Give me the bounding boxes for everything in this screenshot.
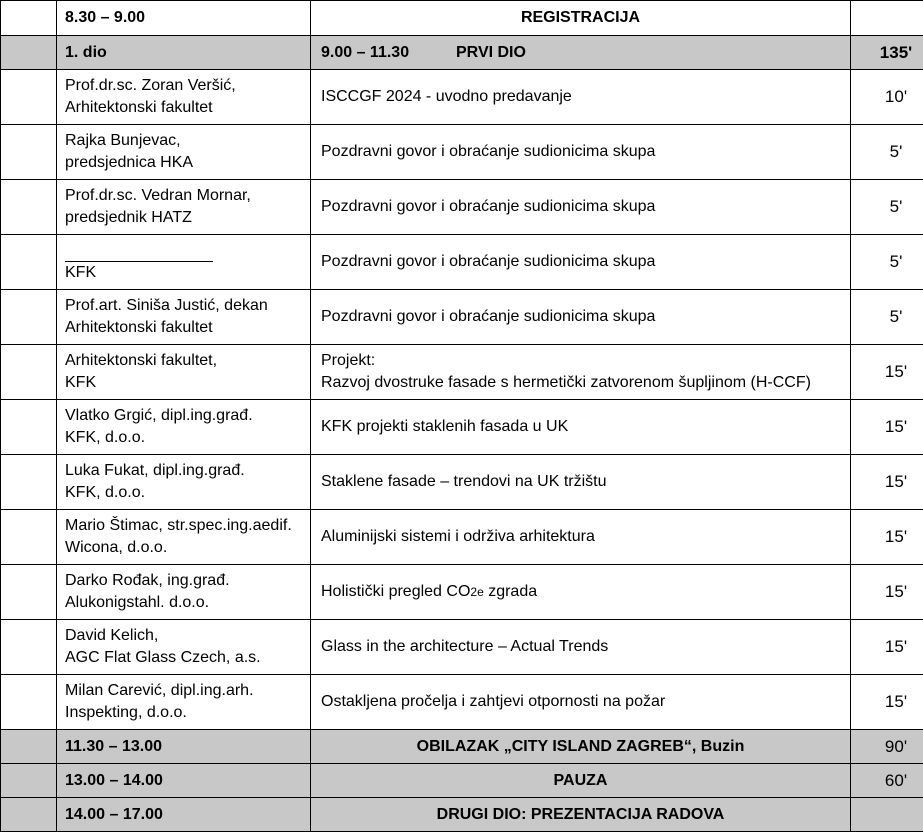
talk-row — [1, 400, 923, 455]
speaker-cell — [57, 180, 311, 235]
speaker-name: Darko Rođak, ing.građ. — [65, 570, 310, 592]
empty-cell — [1, 675, 57, 730]
part2-time: 14.00 – 17.00 — [57, 798, 311, 832]
topic-cell: KFK projekti staklenih fasada u UK — [311, 400, 851, 455]
talk-row — [1, 620, 923, 675]
speaker-name: Luka Fukat, dipl.ing.građ. — [65, 460, 310, 482]
speaker-name: Mario Štimac, str.spec.ing.aedif. — [65, 515, 310, 537]
speaker-name: Rajka Bunjevac, — [65, 130, 310, 152]
duration-cell: 10' — [851, 70, 923, 125]
speaker-cell — [57, 675, 311, 730]
topic-cell: Aluminijski sistemi i održiva arhitektura — [311, 510, 851, 565]
empty-cell — [1, 235, 57, 290]
registration-row — [1, 1, 923, 36]
empty-cell — [1, 620, 57, 675]
speaker-affiliation: KFK — [65, 262, 310, 284]
empty-cell — [1, 290, 57, 345]
part2-title: DRUGI DIO: PREZENTACIJA RADOVA — [311, 798, 851, 832]
speaker-name: Milan Carević, dipl.ing.arh. — [65, 680, 310, 702]
part1-duration: 135' — [851, 36, 923, 70]
topic-line: Razvoj dvostruke fasade s hermetički zatvorenom šupljinom (H-CCF) — [321, 372, 850, 394]
speaker-affiliation: Arhitektonski fakultet — [65, 317, 310, 339]
topic-cell: Pozdravni govor i obraćanje sudionicima skupa — [311, 235, 851, 290]
talk-row — [1, 125, 923, 180]
empty-cell — [1, 180, 57, 235]
speaker-cell — [57, 290, 311, 345]
speaker-affiliation: KFK, d.o.o. — [65, 427, 310, 449]
tour-time: 11.30 – 13.00 — [57, 730, 311, 764]
speaker-name: Arhitektonski fakultet, — [65, 350, 310, 372]
duration-cell: 5' — [851, 125, 923, 180]
pause-row — [1, 764, 923, 798]
speaker-affiliation: predsjednica HKA — [65, 152, 310, 174]
part2-duration — [851, 798, 923, 832]
topic-cell: Pozdravni govor i obraćanje sudionicima skupa — [311, 125, 851, 180]
speaker-blank-line — [65, 240, 213, 262]
pause-title: PAUZA — [311, 764, 851, 798]
topic-cell: Glass in the architecture – Actual Trends — [311, 620, 851, 675]
speaker-affiliation: Inspekting, d.o.o. — [65, 702, 310, 724]
topic-cell: ISCCGF 2024 - uvodno predavanje — [311, 70, 851, 125]
topic-text: Holistički pregled CO — [321, 583, 470, 600]
duration-cell: 15' — [851, 345, 923, 400]
talk-row — [1, 510, 923, 565]
empty-cell — [1, 125, 57, 180]
part1-label: 1. dio — [57, 36, 311, 70]
topic-cell: Ostakljena pročelja i zahtjevi otpornosti na požar — [311, 675, 851, 730]
speaker-affiliation: KFK, d.o.o. — [65, 482, 310, 504]
topic-cell — [311, 345, 851, 400]
speaker-cell — [57, 565, 311, 620]
empty-cell — [1, 730, 57, 764]
empty-cell — [1, 36, 57, 70]
empty-cell — [1, 798, 57, 832]
speaker-name: Vlatko Grgić, dipl.ing.građ. — [65, 405, 310, 427]
registration-title: REGISTRACIJA — [311, 1, 851, 36]
part1-time: 9.00 – 11.30 — [321, 42, 409, 64]
talk-row — [1, 235, 923, 290]
empty-cell — [1, 510, 57, 565]
speaker-cell — [57, 235, 311, 290]
tour-title-cell — [311, 730, 851, 764]
talk-row — [1, 675, 923, 730]
empty-cell — [1, 764, 57, 798]
talk-row — [1, 180, 923, 235]
tour-row — [1, 730, 923, 764]
speaker-cell — [57, 400, 311, 455]
part1-header-row — [1, 36, 923, 70]
speaker-cell — [57, 70, 311, 125]
topic-cell: Pozdravni govor i obraćanje sudionicima skupa — [311, 290, 851, 345]
speaker-name: David Kelich, — [65, 625, 310, 647]
speaker-affiliation: Alukonigstahl. d.o.o. — [65, 592, 310, 614]
speaker-cell — [57, 510, 311, 565]
registration-time: 8.30 – 9.00 — [57, 1, 311, 36]
pause-time: 13.00 – 14.00 — [57, 764, 311, 798]
duration-cell: 15' — [851, 455, 923, 510]
speaker-name: Prof.dr.sc. Vedran Mornar, — [65, 185, 310, 207]
tour-title: OBILAZAK „CITY ISLAND ZAGREB“ — [417, 738, 692, 755]
speaker-name: Prof.dr.sc. Zoran Veršić, — [65, 75, 310, 97]
pause-duration: 60' — [851, 764, 923, 798]
empty-cell — [1, 455, 57, 510]
speaker-affiliation: Arhitektonski fakultet — [65, 97, 310, 119]
part1-header-cell — [311, 36, 851, 70]
duration-cell: 15' — [851, 620, 923, 675]
topic-line: Projekt: — [321, 350, 850, 372]
duration-cell: 15' — [851, 675, 923, 730]
speaker-name: Prof.art. Siniša Justić, dekan — [65, 295, 310, 317]
empty-cell — [1, 70, 57, 125]
empty-cell — [1, 1, 57, 36]
topic-subscript: 2e — [470, 585, 483, 599]
part1-title: PRVI DIO — [456, 42, 526, 64]
tour-location: , Buzin — [692, 738, 744, 755]
topic-cell: Pozdravni govor i obraćanje sudionicima skupa — [311, 180, 851, 235]
speaker-affiliation: predsjednik HATZ — [65, 207, 310, 229]
speaker-cell — [57, 455, 311, 510]
duration-cell: 15' — [851, 565, 923, 620]
tour-duration: 90' — [851, 730, 923, 764]
talk-row — [1, 455, 923, 510]
talk-row — [1, 290, 923, 345]
part2-row — [1, 798, 923, 832]
talk-row — [1, 70, 923, 125]
duration-cell: 15' — [851, 510, 923, 565]
empty-cell — [1, 345, 57, 400]
speaker-affiliation: AGC Flat Glass Czech, a.s. — [65, 647, 310, 669]
empty-cell — [1, 400, 57, 455]
talk-row — [1, 345, 923, 400]
duration-cell: 5' — [851, 235, 923, 290]
speaker-affiliation: KFK — [65, 372, 310, 394]
duration-cell: 5' — [851, 180, 923, 235]
talk-row — [1, 565, 923, 620]
speaker-affiliation: Wicona, d.o.o. — [65, 537, 310, 559]
empty-cell — [1, 565, 57, 620]
speaker-cell — [57, 125, 311, 180]
speaker-cell — [57, 620, 311, 675]
duration-cell: 15' — [851, 400, 923, 455]
duration-cell: 5' — [851, 290, 923, 345]
speaker-cell — [57, 345, 311, 400]
topic-cell — [311, 565, 851, 620]
topic-cell: Staklene fasade – trendovi na UK tržištu — [311, 455, 851, 510]
topic-text: zgrada — [484, 583, 537, 600]
empty-cell — [851, 1, 923, 36]
